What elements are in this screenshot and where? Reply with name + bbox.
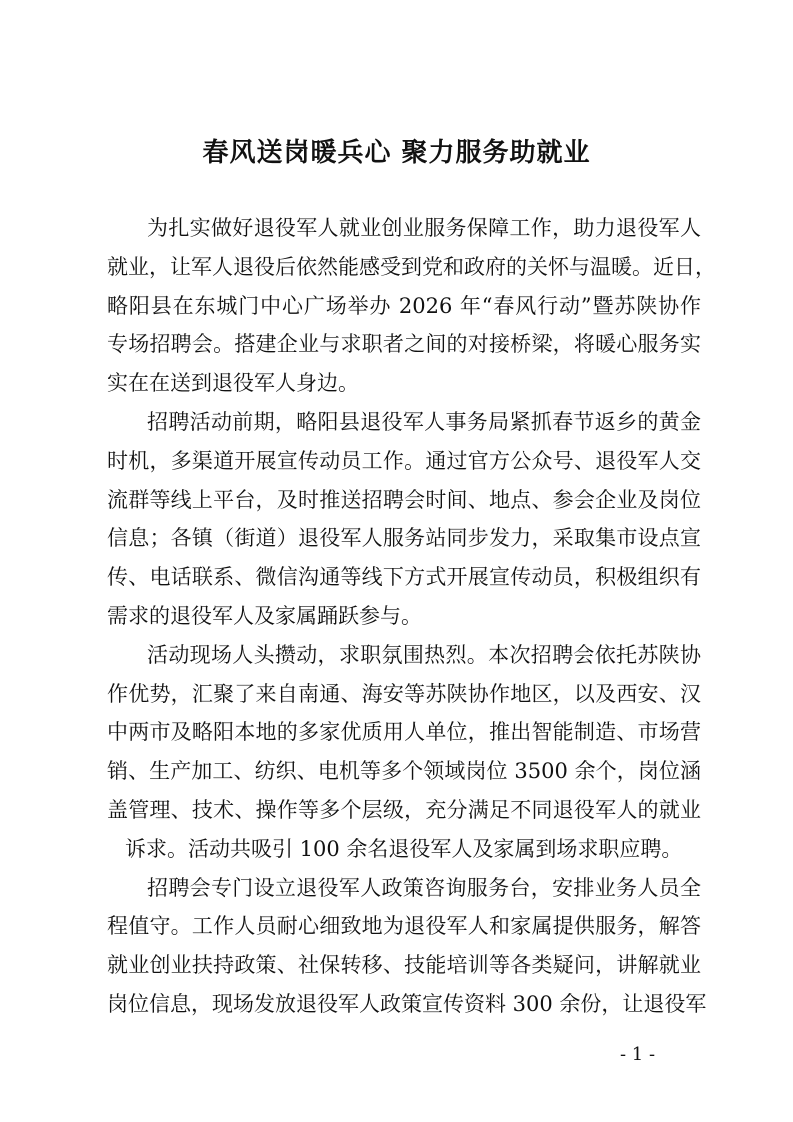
text-line: 流群等线上平台，及时推送招聘会时间、地点、参会企业及岗位 <box>107 487 701 512</box>
text-line: 岗位信息，现场发放退役军人政策宣传资料 300 余份，让退役军 <box>107 991 707 1016</box>
text-line: 略阳县在东城门中心广场举办 2026 年“春风行动”暨苏陕协作 <box>107 293 701 318</box>
text-line: 传、电话联系、微信沟通等线下方式开展宣传动员，积极组织有 <box>107 565 701 590</box>
paragraph <box>107 636 701 869</box>
text-line: 作优势，汇聚了来自南通、海安等苏陕协作地区，以及西安、汉 <box>107 681 701 706</box>
text-line: 时机，多渠道开展宣传动员工作。通过官方公众号、退役军人交 <box>107 448 701 473</box>
text-line: 盖管理、技术、操作等多个层级，充分满足不同退役军人的就业 <box>107 797 701 822</box>
text-line: 需求的退役军人及家属踊跃参与。 <box>107 603 422 628</box>
paragraph <box>107 869 707 1024</box>
document-title: 春风送岗暖兵心 聚力服务助就业 <box>202 138 591 168</box>
text-line: 专场招聘会。搭建企业与求职者之间的对接桥梁，将暖心服务实 <box>107 332 701 357</box>
text-line: 就业创业扶持政策、社保转移、技能培训等各类疑问，讲解就业 <box>107 953 701 978</box>
paragraph <box>107 403 701 636</box>
text-line: 就业，让军人退役后依然能感受到党和政府的关怀与温暖。近日， <box>107 254 716 279</box>
text-line: 销、生产加工、纺织、电机等多个领域岗位 3500 余个，岗位涵 <box>107 759 701 784</box>
text-line: 程值守。工作人员耐心细致地为退役军人和家属提供服务，解答 <box>107 914 701 939</box>
text-line: 为扎实做好退役军人就业创业服务保障工作，助力退役军人 <box>147 216 701 240</box>
text-line: 中两市及略阳本地的多家优质用人单位，推出智能制造、市场营 <box>107 720 701 745</box>
text-line: 诉求。活动共吸引 100 余名退役军人及家属到场求职应聘。 <box>125 836 683 861</box>
text-line: 活动现场人头攒动，求职氛围热烈。本次招聘会依托苏陕协 <box>147 642 701 667</box>
paragraph <box>107 209 716 403</box>
text-line: 招聘会专门设立退役军人政策咨询服务台，安排业务人员全 <box>147 875 701 900</box>
text-line: 实在在送到退役军人身边。 <box>107 371 359 396</box>
text-line: 招聘活动前期，略阳县退役军人事务局紧抓春节返乡的黄金 <box>147 409 701 434</box>
page-number: - 1 - <box>620 1044 656 1065</box>
text-line: 信息；各镇（街道）退役军人服务站同步发力，采取集市设点宣 <box>107 526 701 551</box>
document-body <box>107 209 716 1024</box>
